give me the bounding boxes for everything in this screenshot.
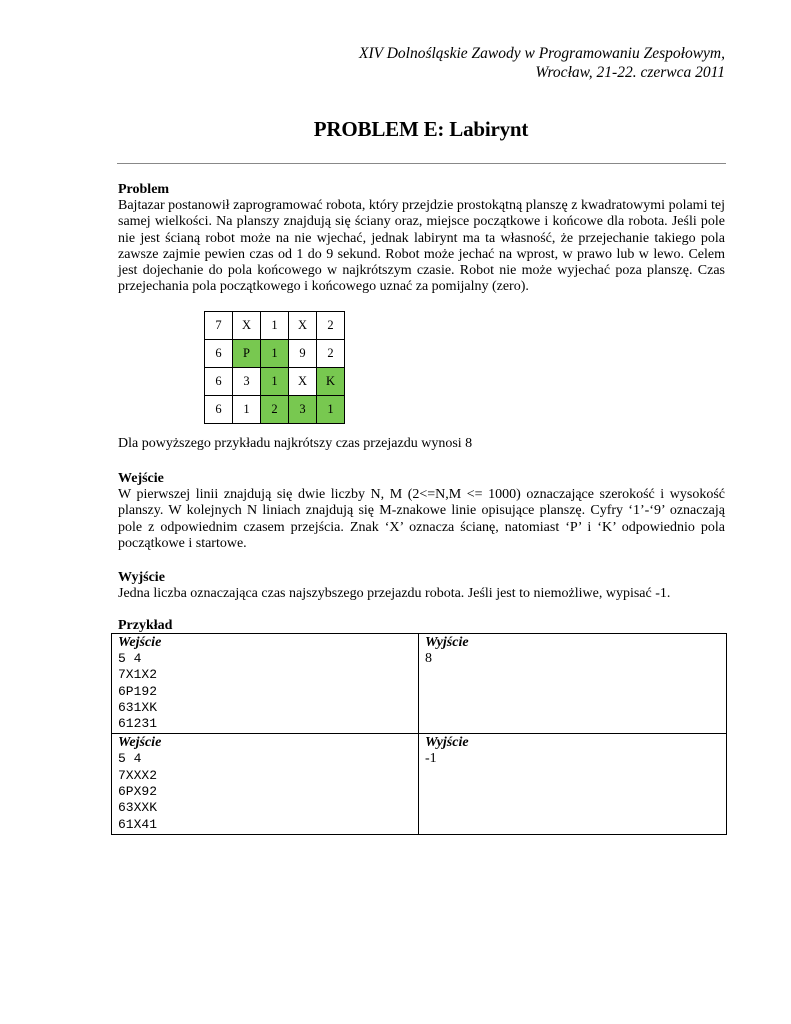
example-io-table: [111, 633, 727, 835]
output-text: Jedna liczba oznaczająca czas najszybszego przejazdu robota. Jeśli jest to niemożliwe, wypisać -1.: [118, 586, 671, 601]
example-note: Dla powyższego przykładu najkrótszy czas przejazdu wynosi 8: [118, 436, 473, 451]
example-heading: Przykład: [118, 618, 173, 633]
grid-row: [205, 368, 345, 396]
grid-cell: 3: [233, 368, 261, 396]
grid-cell-path: 1: [261, 340, 289, 368]
example-output-cell: [419, 734, 727, 834]
example-output-cell: [419, 634, 727, 734]
grid-cell: 6: [205, 340, 233, 368]
grid-cell: 9: [289, 340, 317, 368]
input-line: 6P192: [118, 683, 158, 699]
problem-heading: Problem: [118, 182, 170, 197]
header-line-1: XIV Dolnośląskie Zawody w Programowaniu Zespołowym,: [359, 45, 725, 62]
grid-cell: 6: [205, 368, 233, 396]
input-label: Wejście: [118, 635, 162, 650]
output-value: -1: [425, 751, 437, 767]
grid-row: [205, 312, 345, 340]
example-input-cell: [112, 634, 419, 734]
grid-cell-path: 3: [289, 396, 317, 424]
input-line: 7XXX2: [118, 767, 158, 783]
grid-cell-path: K: [317, 368, 345, 396]
contest-header: [165, 44, 725, 82]
example-input-cell: [112, 734, 419, 834]
input-line: 6PX92: [118, 784, 158, 800]
grid-cell: X: [289, 312, 317, 340]
grid-cell-path: 2: [261, 396, 289, 424]
input-line: 63XXK: [118, 800, 158, 816]
grid-cell: 2: [317, 340, 345, 368]
title-divider: [117, 163, 726, 164]
grid-cell: 1: [261, 312, 289, 340]
input-label: Wejście: [118, 735, 162, 751]
input-line: 5 4: [118, 751, 142, 767]
example-row: [112, 634, 727, 734]
example-row: [112, 734, 727, 834]
header-line-2: Wrocław, 21-22. czerwca 2011: [535, 64, 725, 81]
grid-cell-path: 1: [317, 396, 345, 424]
grid-cell: 1: [233, 396, 261, 424]
grid-cell: 2: [317, 312, 345, 340]
input-line: 7X1X2: [118, 667, 158, 683]
grid-row: [205, 340, 345, 368]
input-line: 61X41: [118, 816, 158, 832]
grid-cell: X: [289, 368, 317, 396]
output-heading: Wyjście: [118, 570, 165, 585]
output-label: Wyjście: [425, 735, 469, 751]
grid-cell: X: [233, 312, 261, 340]
grid-cell-path: P: [233, 340, 261, 368]
output-label: Wyjście: [425, 635, 469, 650]
grid-cell-path: 1: [261, 368, 289, 396]
problem-text: Bajtazar postanowił zaprogramować robota, który przejdzie prostokątną planszę z kwadratowymi polami tej samej wielkości. Na planszy znajdują się ściany oraz, miejsce początkowe i końcowe dla robota. Jeśli pole nie jest ścianą robot może na nie wjechać, jednak labirynt ma ta własność, że przejechanie takiego pola zawsze zajmie pewien czas od 1 do 9 sekund. Robot może jechać na wprost, w prawo lub w lewo. Celem jest dojechanie do pola końcowego w najkrótszym czasie. Robot nie może wyjechać poza planszę. Czas przejechania pola początkowego i końcowego uznać za pomijalny (zero).: [118, 198, 725, 295]
input-heading: Wejście: [118, 471, 164, 486]
page-title: PROBLEM E: Labirynt: [313, 117, 529, 141]
output-value: 8: [425, 651, 432, 666]
input-line: 61231: [118, 716, 158, 732]
input-text: W pierwszej linii znajdują się dwie liczby N, M (2<=N,M <= 1000) oznaczające szerokość i wysokość planszy. W kolejnych N liniach znajdują się M-znakowe linie opisujące planszę. Cyfry ‘1’-‘9’ oznaczają pole z odpowiednim czasem przejścia. Znak ‘X’ oznacza ścianę, natomiast ‘P’ i ‘K’ odpowiednio pola początkowe i startowe.: [118, 487, 725, 551]
input-line: 631XK: [118, 699, 158, 715]
maze-example-grid: [204, 311, 345, 424]
grid-row: [205, 396, 345, 424]
grid-cell: 6: [205, 396, 233, 424]
grid-cell: 7: [205, 312, 233, 340]
input-line: 5 4: [118, 651, 142, 666]
